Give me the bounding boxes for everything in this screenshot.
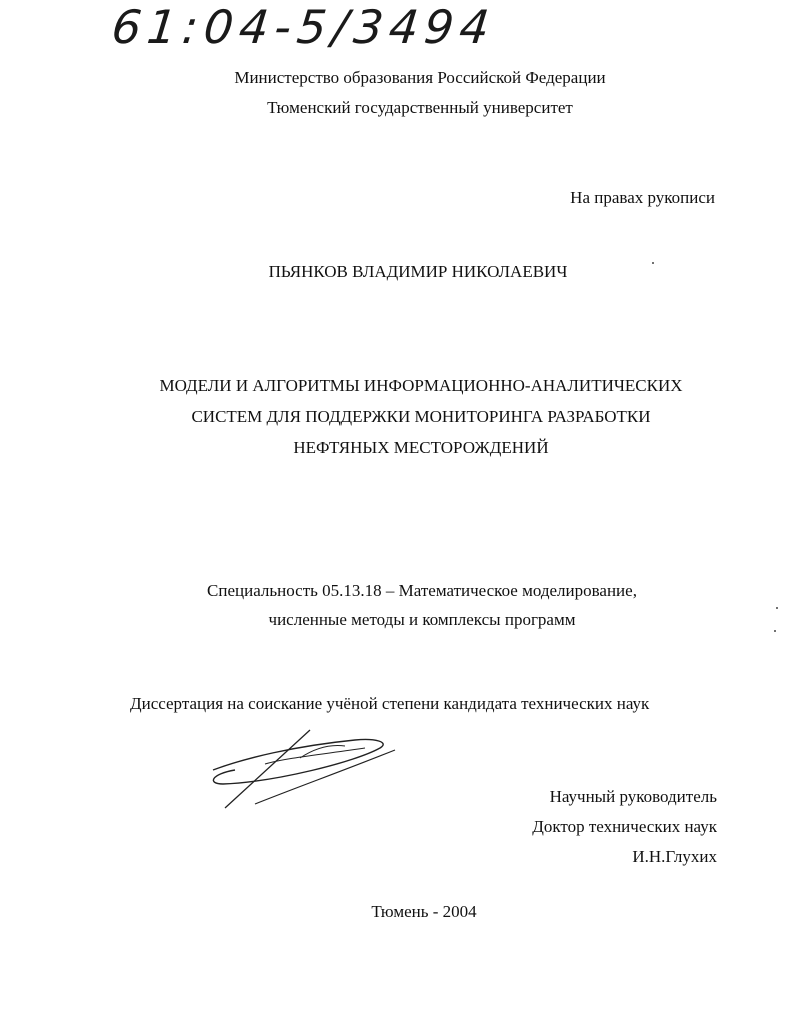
university-line: Тюменский государственный университет xyxy=(267,98,573,117)
ministry-line: Министерство образования Российской Федерации xyxy=(234,68,606,87)
supervisor-role: Научный руководитель xyxy=(549,787,717,806)
author-signature xyxy=(205,718,405,813)
archive-code-handwritten: 61:04-5/3494 xyxy=(109,0,498,54)
specialty-line: численные методы и комплексы программ xyxy=(268,610,576,629)
scan-speck xyxy=(652,262,654,264)
city-year: Тюмень - 2004 xyxy=(371,902,477,921)
rights-note: На правах рукописи xyxy=(570,188,715,207)
supervisor-block xyxy=(532,782,717,872)
supervisor-name: И.Н.Глухих xyxy=(632,847,717,866)
scan-speck xyxy=(774,630,776,632)
supervisor-degree: Доктор технических наук xyxy=(532,817,717,836)
specialty-block xyxy=(0,576,799,634)
title-line: МОДЕЛИ И АЛГОРИТМЫ ИНФОРМАЦИОННО-АНАЛИТИЧЕСКИХ xyxy=(159,376,683,395)
title-line: НЕФТЯНЫХ МЕСТОРОЖДЕНИЙ xyxy=(293,438,549,457)
scan-speck xyxy=(776,607,778,609)
dissertation-title xyxy=(0,370,799,463)
title-line: СИСТЕМ ДЛЯ ПОДДЕРЖКИ МОНИТОРИНГА РАЗРАБОТКИ xyxy=(191,407,651,426)
author-name: ПЬЯНКОВ ВЛАДИМИР НИКОЛАЕВИЧ xyxy=(268,262,568,281)
specialty-line: Специальность 05.13.18 – Математическое моделирование, xyxy=(207,581,637,600)
dissertation-degree-line: Диссертация на соискание учёной степени кандидата технических наук xyxy=(130,694,650,713)
